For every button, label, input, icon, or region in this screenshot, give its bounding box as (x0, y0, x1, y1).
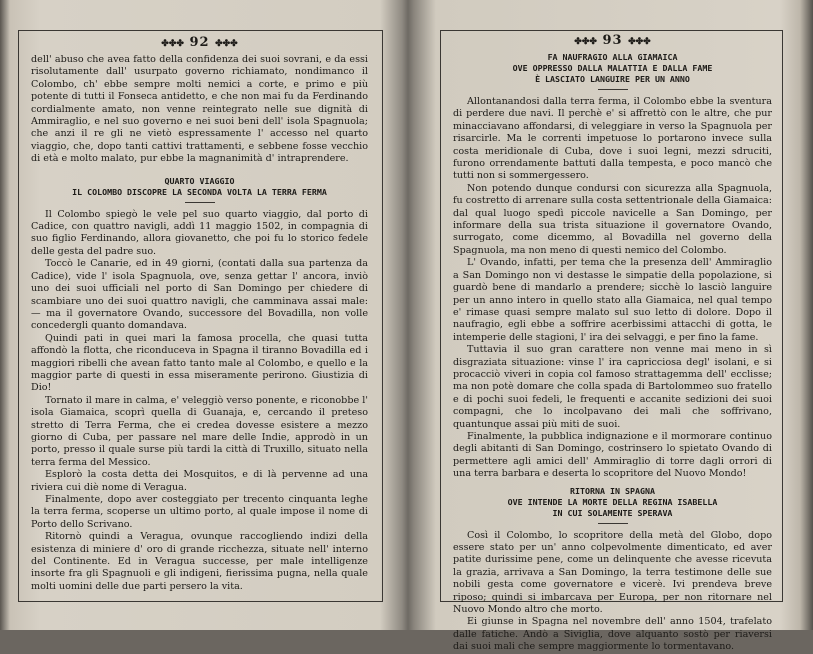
right-page (440, 30, 783, 653)
section-title: QUARTO VIAGGIO (164, 175, 235, 186)
paragraph: Esplorò la costa detta dei Mosquitos, e di là pervenne ad una riviera cui diè nome di Veragua. (31, 469, 368, 493)
ornament-icon: ✤✤✤ (628, 37, 651, 47)
paragraph: Così il Colombo, lo scopritore della metà del Globo, dopo essere stato per un' anno colpevolmente dimenticato, ed aver patite durissime pene, come un delinquente che avesse ricevuta la grazia, arrivava a San Domingo, la terra testimone delle sue nobili gesta come governatore e vicerè. Ivi prendeva breve riposo; quindi si imbarcava per Europa, per non ritornare nel Nuovo Mondo altro che morto. (453, 529, 772, 616)
paragraph: L' Ovando, infatti, per tema che la presenza dell' Ammiraglio a San Domingo non vi destasse le simpatie della popolazione, si guardò bene di mandarlo a prendere; sicchè lo lasciò languire per un anno intero in quello stato alla Giamaica, nel qual tempo e' rimase quasi sempre malato sul suo letto di dolore. Dopo il naufragio, egli ebbe a soffrire acerbissimi attacchi di gotta, le intemperie delle stagioni, l' ira dei selvaggi, e per fino la fame. (453, 257, 772, 343)
ornament-icon: ✤✤✤ (574, 37, 597, 47)
paragraph: Il Colombo spiegò le vele pel suo quarto viaggio, dal porto di Cadice, con quattro navigli, addì 11 maggio 1502, in compagnia di suo figlio Ferdinando, allora giovanetto, che poi fu lo storico fedele delle gesta del padre suo. (31, 208, 368, 257)
paragraph: Finalmente, dopo aver costeggiato per trecento cinquanta leghe la terra ferma, scoperse un ultimo porto, al quale impose il nome di Porto dello Scrivano. (31, 494, 368, 530)
paragraph: dell' abuso che avea fatto della confidenza dei suoi sovrani, e da essi risolutamente dall' usurpato governo richiamato, nondimanco il Colombo, ch' ebbe sempre molti nemici a corte, e primo e più potente di tutti il Fonseca antidetto, e che non mai fu da Ferdinando cordialmente amato, non venne reintegrato nelle sue dignità di Ammiraglio, e nel suo governo e nei suoi beni dell' isola Spagnuola; che anzi il re gli ne vietò espressamente l' accesso nel quarto viaggio, che, dopo tanti cattivi trattamenti, e sebbene fosse vecchio di età e molto malato, pur ebbe la magnanimità d' intraprendere. (31, 54, 368, 165)
section-title: RITORNA IN SPAGNA (570, 485, 655, 496)
ornament-icon: ✤✤✤ (215, 39, 238, 49)
paragraph: Ei giunse in Spagna nel novembre dell' anno 1504, trafelato dalle fatiche. Andò a Siviglia, dove alquanto sostò per riaversi dai suoi mali che sempre maggiormente lo tormentavano. (453, 616, 772, 653)
page-number (453, 33, 772, 48)
section-subtitle-line: IN CUI SOLAMENTE SPERAVA (552, 507, 673, 518)
paragraph: Finalmente, la pubblica indignazione e il mormorare continuo degli abitanti di San Domingo, costrinsero lo spietato Ovando di permettere agli amici dell' Ammiraglio di torre dagli orrori di una terra barbara e deserta lo scopritore del Nuovo Mondo! (453, 430, 772, 480)
paragraph: Tuttavia il suo gran carattere non venne mai meno in sì disgraziata situazione: vinse l' ira capricciosa degl' isolani, e si procacciò viveri in copia col famoso strattagemma dell' ecclisse; ma non potè domare che colla spada di Bartolommeo suo fratello e di pochi suoi fedeli, le frequenti e accanite sedizioni dei suoi compagni, che lo incolpavano dei mali che soffrivano, quantunque assai più miti de suoi. (453, 344, 772, 430)
page-number (31, 35, 368, 50)
ornament-icon: ✤✤✤ (161, 39, 184, 49)
chapter-heading-line: OVE OPPRESSO DALLA MALATTIA E DALLA FAME (512, 63, 713, 73)
chapter-heading-line: FA NAUFRAGIO ALLA GIAMAICA (547, 52, 678, 62)
paragraph: Ritornò quindi a Veragua, ovunque raccogliendo indizi della esistenza di miniere d' oro di grande ricchezza, situate nell' interno del Continente. Ed in Veragua successe, per male intelligenze insorte fra gli Spagnuoli e gli indigeni, fierissima pugna, nella quale molti uomini delle due parti persero la vita. (31, 531, 368, 592)
divider (598, 523, 628, 524)
page-number-value: 93 (602, 33, 623, 48)
paragraph: Quindi pati in quei mari la famosa procella, che quasi tutta affondò la flotta, che riconduceva in Spagna il tiranno Bovadilla ed i maggiori ribelli che avean fatto tanto male al Colombo, e quello e la maggior parte di questi in essa miseramente perirono. Giustizia di Dio! (31, 332, 368, 394)
section-subtitle-line: OVE INTENDE LA MORTE DELLA REGINA ISABELLA (507, 496, 718, 507)
paragraph: Toccò le Canarie, ed in 49 giorni, (contati dalla sua partenza da Cadice), vide l' isola Spagnuola, ove, senza gettar l' ancora, inviò uno dei suoi ufficiali nel porto di San Domingo per chiedere di scambiare uno dei suoi quattro navigli, che camminava assai male: — ma il governatore Ovando, successore del Bovadilla, non volle concedergli quanto domandava. (31, 258, 368, 332)
divider (185, 202, 215, 203)
paragraph: Non potendo dunque condursi con sicurezza alla Spagnuola, fu costretto di arrenare sulla costa settentrionale della Giamaica: dal qual luogo spedì piccole navicelle a San Domingo, per informare della sua trista situazione il governatore Ovando, surrogato, come dicemmo, al Bovadilla nel governo della Spagnuola, ma non meno di questi nemico del Colombo. (453, 182, 772, 256)
paragraph: Tornato il mare in calma, e' veleggiò verso ponente, e riconobbe l' isola Giamaica, scoprì quella di Guanaja, e, cercando il preteso stretto di Terra Ferma, che ei credea dovesse esistere a mezzo giorno di Cuba, per passare nel mare delle Indie, approdò in un porto, presso il quale surse più tardi la città di Truxillo, situato nella terra ferma del Messico. (31, 394, 368, 468)
page-number-value: 92 (189, 35, 210, 50)
paragraph: Allontanandosi dalla terra ferma, il Colombo ebbe la sventura di perdere due navi. Il perchè e' si affrettò con le altre, che pur minacciavano affondarsi, di veleggiare in verso la Spagnuola per risarcirle. Ma le correnti impetuose lo portarono invece sulla costa meridionale di Cuba, dove i suoi legni, mezzi sdruciti, furono orrendamente battuti dalla tempesta, e poco mancò che tutti non si sommergessero. (453, 96, 772, 182)
section-subtitle: IL COLOMBO DISCOPRE LA SECONDA VOLTA LA TERRA FERMA (72, 186, 327, 197)
chapter-heading-line: È LASCIATO LANGUIRE PER UN ANNO (535, 74, 690, 84)
divider (598, 89, 628, 90)
left-page (18, 30, 383, 602)
